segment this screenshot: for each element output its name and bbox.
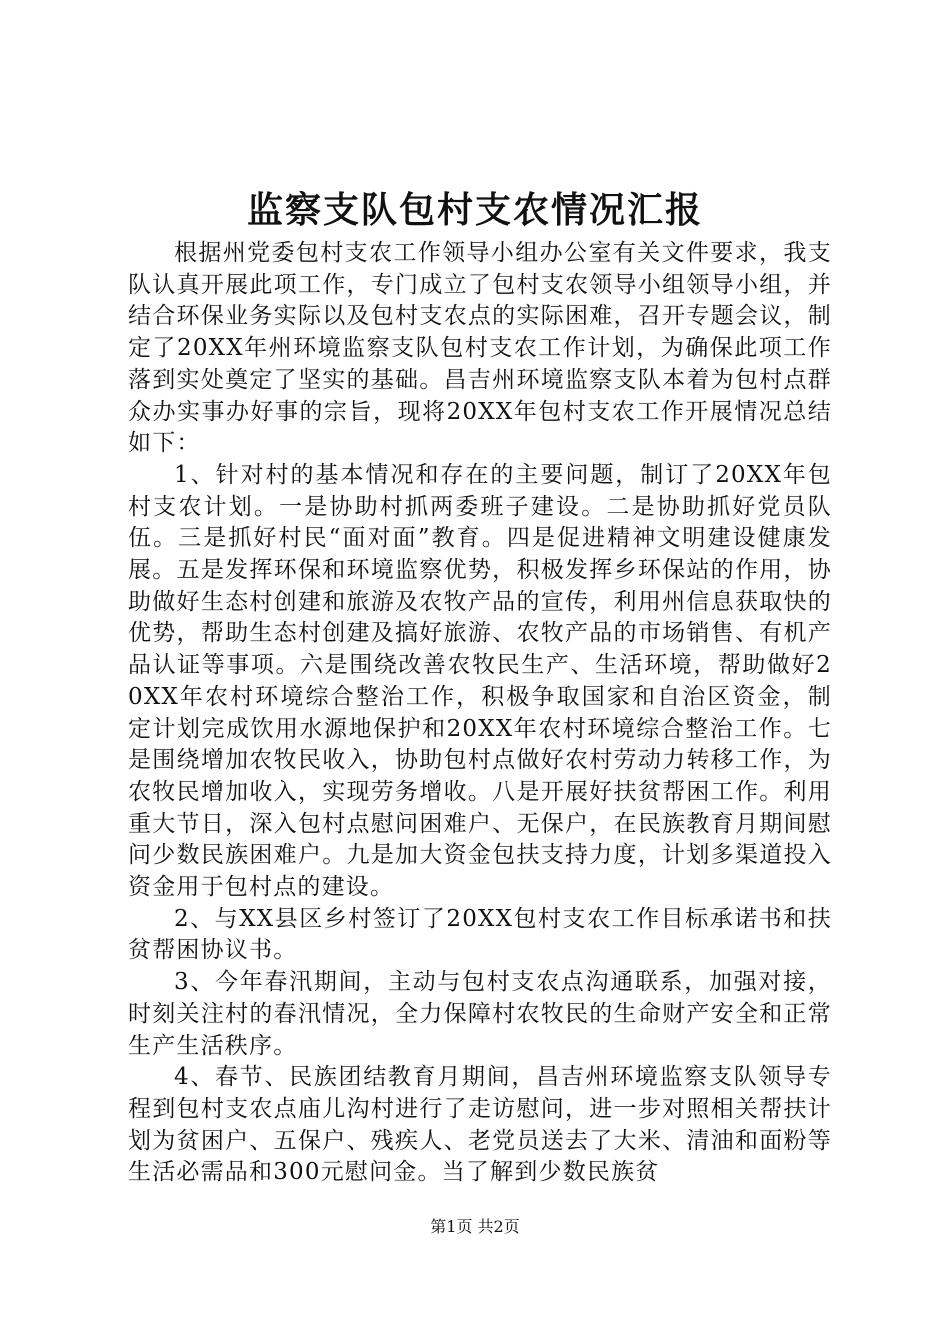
- paragraph-intro: 根据州党委包村支农工作领导小组办公室有关文件要求，我支队认真开展此项工作，专门成立了包村支农领导小组领导小组，并结合环保业务实际以及包村支农点的实际困难，召开专题会议，制定了20XX年州环境监察支队包村支农工作计划，为确保此项工作落到实处奠定了坚实的基础。昌吉州环境监察支队本着为包村点群众办实事办好事的宗旨，现将20XX年包村支农工作开展情况总结如下：: [128, 240, 832, 457]
- paragraph-item-4: 4、春节、民族团结教育月期间，昌吉州环境监察支队领导专程到包村支农点庙儿沟村进行了走访慰问，进一步对照相关帮扶计划为贫困户、五保户、残疾人、老党员送去了大米、清油和面粉等生活必需品和300元慰问金。当了解到少数民族贫: [128, 1064, 832, 1186]
- page-footer: [0, 1216, 950, 1238]
- document-title: 监察支队包村支农情况汇报: [246, 189, 703, 231]
- paragraph-item-2: 2、与XX县区乡村签订了20XX包村支农工作目标承诺书和扶贫帮困协议书。: [128, 905, 832, 964]
- document-body: [128, 238, 832, 1189]
- paragraph-item-1: 1、针对村的基本情况和存在的主要问题，制订了20XX年包村支农计划。一是协助村抓两委班子建设。二是协助抓好党员队伍。三是抓好村民“面对面”教育。四是促进精神文明建设健康发展。五是发挥环保和环境监察优势，积极发挥乡环保站的作用，协助做好生态村创建和旅游及农牧产品的宣传，利用州信息获取快的优势，帮助生态村创建及搞好旅游、农牧产品的市场销售、有机产品认证等事项。六是围绕改善农牧民生产、生活环境，帮助做好20XX年农村环境综合整治工作，积极争取国家和自治区资金，制定计划完成饮用水源地保护和20XX年农村环境综合整治工作。七是围绕增加农牧民收入，协助包村点做好农村劳动力转移工作，为农牧民增加收入，实现劳务增收。八是开展好扶贫帮困工作。利用重大节日，深入包村点慰问困难户、无保户，在民族教育月期间慰问少数民族困难户。九是加大资金包扶支持力度，计划多渠道投入资金用于包村点的建设。: [128, 461, 832, 901]
- paragraph-item-3: 3、今年春汛期间，主动与包村支农点沟通联系，加强对接，时刻关注村的春汛情况，全力保障村农牧民的生命财产安全和正常生产生活秩序。: [128, 969, 832, 1059]
- page-number-indicator: 第1页 共2页: [430, 1217, 520, 1236]
